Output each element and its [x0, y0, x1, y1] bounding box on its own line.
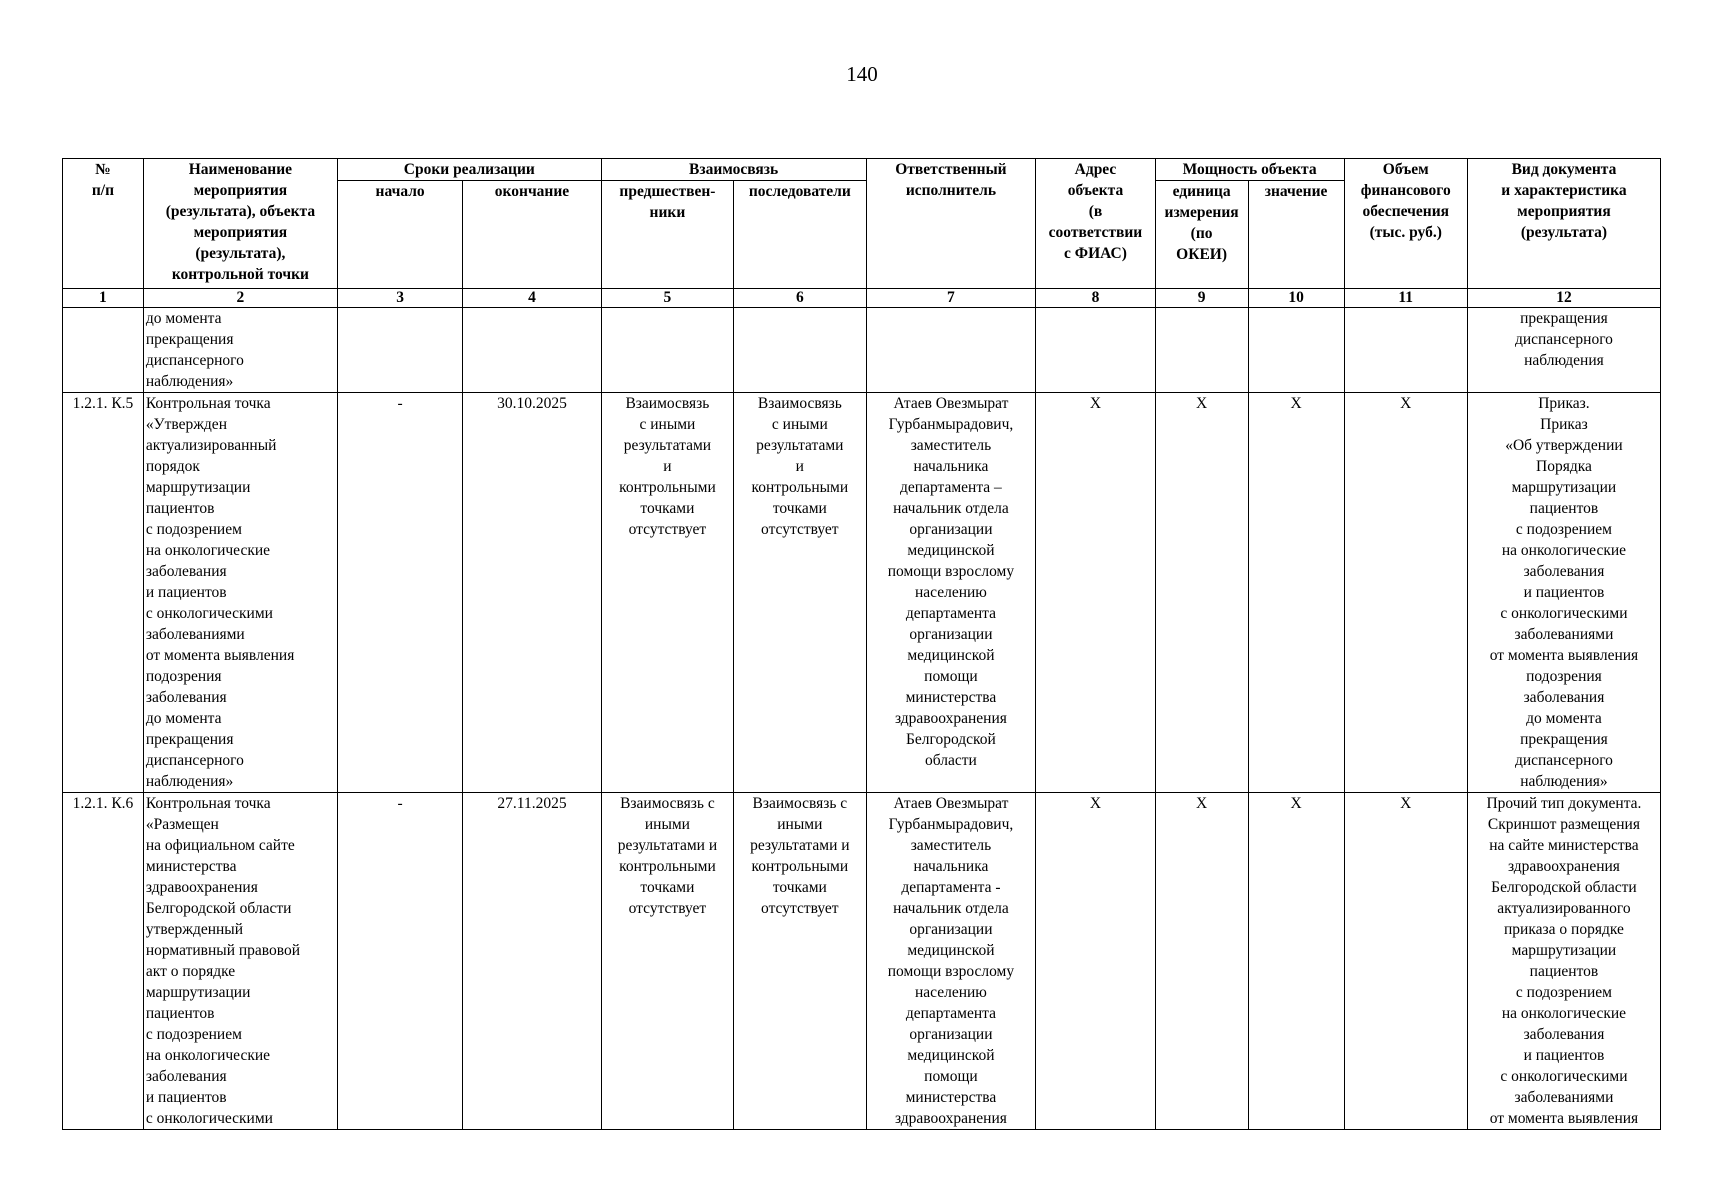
row-predecessors: Взаимосвязь с иными результатами и контрольными точками отсутствует [601, 793, 733, 1130]
table-row [63, 793, 1661, 1130]
column-number: 10 [1248, 289, 1344, 308]
column-number: 7 [866, 289, 1036, 308]
row-responsible: Атаев Овезмырат Гурбанмырадович, заместитель начальника департамента – начальник отдела организации медицинской помощи взрослому населению департамента организации медицинской помощи министерства здравоохранения Белгородской области [866, 393, 1036, 793]
table-row [63, 393, 1661, 793]
header-end: окончание [463, 181, 601, 289]
row-responsible: Атаев Овезмырат Гурбанмырадович, заместитель начальника департамента - начальник отдела организации медицинской помощи взрослому населению департамента организации медицинской помощи министерства здравоохранения [866, 793, 1036, 1130]
row-start: - [337, 393, 462, 793]
header-name: Наименование мероприятия (результата), объекта мероприятия (результата), контрольной точки [143, 159, 337, 289]
row-successors: Взаимосвязь с иными результатами и контрольными точками отсутствует [734, 793, 866, 1130]
row-unit [1155, 308, 1248, 393]
row-end: 27.11.2025 [463, 793, 601, 1130]
row-start: - [337, 793, 462, 1130]
row-name: до момента прекращения диспансерного наблюдения» [143, 308, 337, 393]
row-finance: X [1344, 393, 1467, 793]
table-header [63, 159, 1661, 289]
row-num [63, 308, 144, 393]
row-finance [1344, 308, 1467, 393]
header-value: значение [1248, 181, 1344, 289]
row-predecessors: Взаимосвязь с иными результатами и контрольными точками отсутствует [601, 393, 733, 793]
row-value: X [1248, 393, 1344, 793]
row-doc: Прочий тип документа. Скриншот размещения на сайте министерства здравоохранения Белгородской области актуализированного приказа о порядке маршрутизации пациентов с подозрением на онкологические заболевания и пациентов с онкологическими заболеваниями от момента выявления [1467, 793, 1660, 1130]
column-number-row [63, 289, 1661, 308]
row-value: X [1248, 793, 1344, 1130]
row-end: 30.10.2025 [463, 393, 601, 793]
row-end [463, 308, 601, 393]
row-name: Контрольная точка «Утвержден актуализированный порядок маршрутизации пациентов с подозрением на онкологические заболевания и пациентов с онкологическими заболеваниями от момента выявления подозрения заболевания до момента прекращения диспансерного наблюдения» [143, 393, 337, 793]
header-capacity: Мощность объекта [1155, 159, 1344, 181]
row-unit: X [1155, 793, 1248, 1130]
row-responsible [866, 308, 1036, 393]
page-number: 140 [846, 62, 878, 86]
row-value [1248, 308, 1344, 393]
row-successors [734, 308, 866, 393]
row-start [337, 308, 462, 393]
column-number: 9 [1155, 289, 1248, 308]
header-finance: Объем финансового обеспечения (тыс. руб.) [1344, 159, 1467, 289]
row-name: Контрольная точка «Размещен на официальном сайте министерства здравоохранения Белгородской области утвержденный нормативный правовой акт о порядке маршрутизации пациентов с подозрением на онкологические заболевания и пациентов с онкологическими [143, 793, 337, 1130]
column-number: 4 [463, 289, 601, 308]
column-number: 5 [601, 289, 733, 308]
header-doc: Вид документа и характеристика мероприятия (результата) [1467, 159, 1660, 289]
row-address: X [1036, 793, 1155, 1130]
column-number: 1 [63, 289, 144, 308]
header-links: Взаимосвязь [601, 159, 866, 181]
table-row [63, 308, 1661, 393]
plan-table [62, 158, 1661, 1130]
row-finance: X [1344, 793, 1467, 1130]
row-num: 1.2.1. К.5 [63, 393, 144, 793]
header-successors: последователи [734, 181, 866, 289]
column-number: 6 [734, 289, 866, 308]
column-number: 8 [1036, 289, 1155, 308]
row-doc: Приказ. Приказ «Об утверждении Порядка маршрутизации пациентов с подозрением на онкологические заболевания и пациентов с онкологическими заболеваниями от момента выявления подозрения заболевания до момента прекращения диспансерного наблюдения» [1467, 393, 1660, 793]
header-timing: Сроки реализации [337, 159, 601, 181]
row-predecessors [601, 308, 733, 393]
column-number: 3 [337, 289, 462, 308]
header-responsible: Ответственный исполнитель [866, 159, 1036, 289]
row-successors: Взаимосвязь с иными результатами и контрольными точками отсутствует [734, 393, 866, 793]
row-address [1036, 308, 1155, 393]
column-number: 2 [143, 289, 337, 308]
column-number: 11 [1344, 289, 1467, 308]
header-start: начало [337, 181, 462, 289]
row-address: X [1036, 393, 1155, 793]
row-unit: X [1155, 393, 1248, 793]
row-doc: прекращения диспансерного наблюдения [1467, 308, 1660, 393]
header-num: № п/п [63, 159, 144, 289]
row-num: 1.2.1. К.6 [63, 793, 144, 1130]
column-number: 12 [1467, 289, 1660, 308]
header-unit: единица измерения (по ОКЕИ) [1155, 181, 1248, 289]
header-address: Адрес объекта (в соответствии с ФИАС) [1036, 159, 1155, 289]
header-predecessors: предшествен- ники [601, 181, 733, 289]
